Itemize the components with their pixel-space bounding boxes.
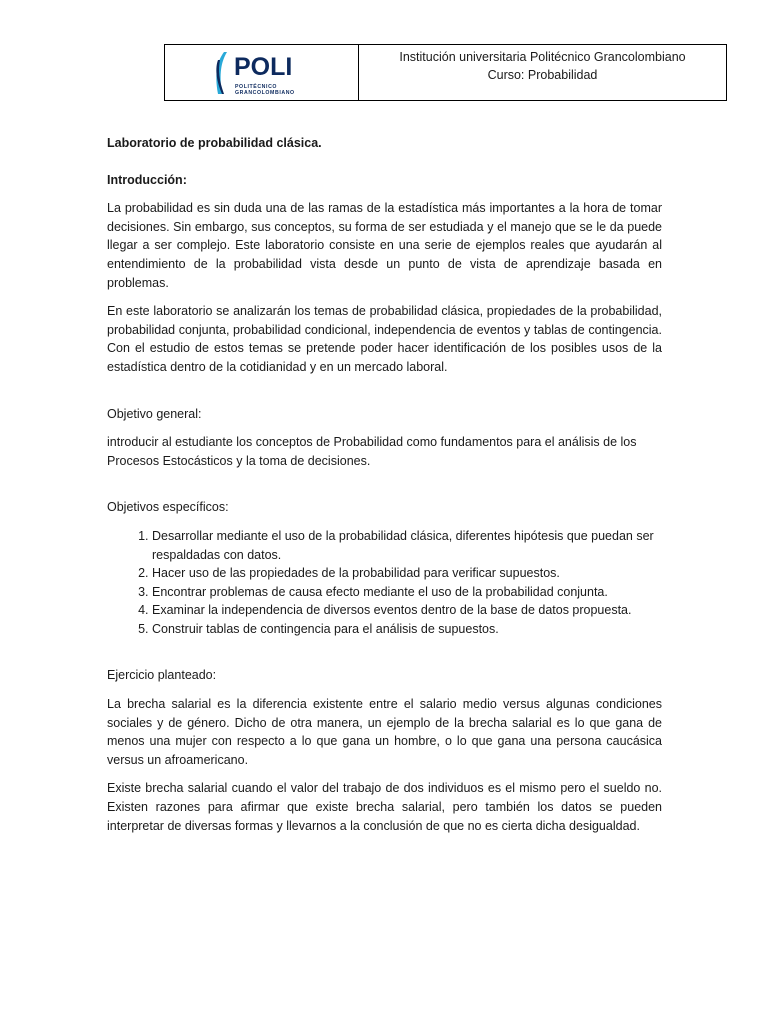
list-item: 3. Encontrar problemas de causa efecto mediante el uso de la probabilidad conjunta. xyxy=(152,583,662,602)
list-item: 5. Construir tablas de contingencia para el análisis de supuestos. xyxy=(152,620,662,639)
general-objective-text: introducir al estudiante los conceptos de Probabilidad como fundamentos para el análisis de los Procesos Estocásticos y la toma de decisiones. xyxy=(107,435,637,468)
document-body xyxy=(107,134,662,835)
objectives-list xyxy=(107,527,662,639)
institution-name: Institución universitaria Politécnico Grancolombiano xyxy=(399,50,686,64)
logo-text: POLI xyxy=(234,53,293,81)
poli-logo-icon xyxy=(210,50,234,96)
logo-subtext-1: POLITÉCNICO xyxy=(235,84,278,90)
list-item: 1. Desarrollar mediante el uso de la probabilidad clásica, diferentes hipótesis que puedan ser respaldadas con datos. xyxy=(152,527,662,564)
exercise-paragraph-1: La brecha salarial es la diferencia existente entre el salario medio versus algunas condiciones sociales y de género. Dicho de otra manera, un ejemplo de la brecha salarial es lo que gana de menos una mujer con respecto a lo que gana un hombre, o lo que gana una persona caucásica versus un afroamericano. xyxy=(107,697,662,767)
general-objective-heading: Objetivo general: xyxy=(107,406,202,421)
list-item: 4. Examinar la independencia de diversos eventos dentro de la base de datos propuesta. xyxy=(152,601,662,620)
logo-cell xyxy=(165,45,359,100)
intro-heading: Introducción: xyxy=(107,172,187,187)
list-item: 2. Hacer uso de las propiedades de la probabilidad para verificar supuestos. xyxy=(152,564,662,583)
exercise-paragraph-2: Existe brecha salarial cuando el valor del trabajo de dos individuos es el mismo pero el sueldo no. Existen razones para afirmar que existe brecha salarial, pero también los datos se pueden interpretar de diversas formas y llevarnos a la conclusión de que no es cierta dicha desigualdad. xyxy=(107,781,662,833)
exercise-heading: Ejercicio planteado: xyxy=(107,668,217,683)
course-name: Curso: Probabilidad xyxy=(487,68,598,82)
doc-title: Laboratorio de probabilidad clásica. xyxy=(107,136,322,150)
header-table xyxy=(164,44,727,101)
logo-subtext-2: GRANCOLOMBIANO xyxy=(235,90,295,96)
intro-paragraph-2: En este laboratorio se analizarán los temas de probabilidad clásica, propiedades de la probabilidad, probabilidad conjunta, probabilidad condicional, independencia de eventos y tablas de contingencia. Con el estudio de estos temas se pretende poder hacer identificación de los posibles usos de la estadística dentro de la cotidianidad y en un mercado laboral. xyxy=(107,304,662,374)
specific-objectives-heading: Objetivos específicos: xyxy=(107,500,229,515)
intro-paragraph-1: La probabilidad es sin duda una de las ramas de la estadística más importantes a la hora de tomar decisiones. Sin embargo, sus conceptos, su forma de ser estudiada y el manejo que se le da puede llegar a ser complejo. Este laboratorio consiste en una serie de ejemplos reales que ayudarán al entendimiento de la probabilidad vista desde un punto de vista de aprendizaje basada en problemas. xyxy=(107,201,662,290)
info-cell xyxy=(359,45,726,100)
